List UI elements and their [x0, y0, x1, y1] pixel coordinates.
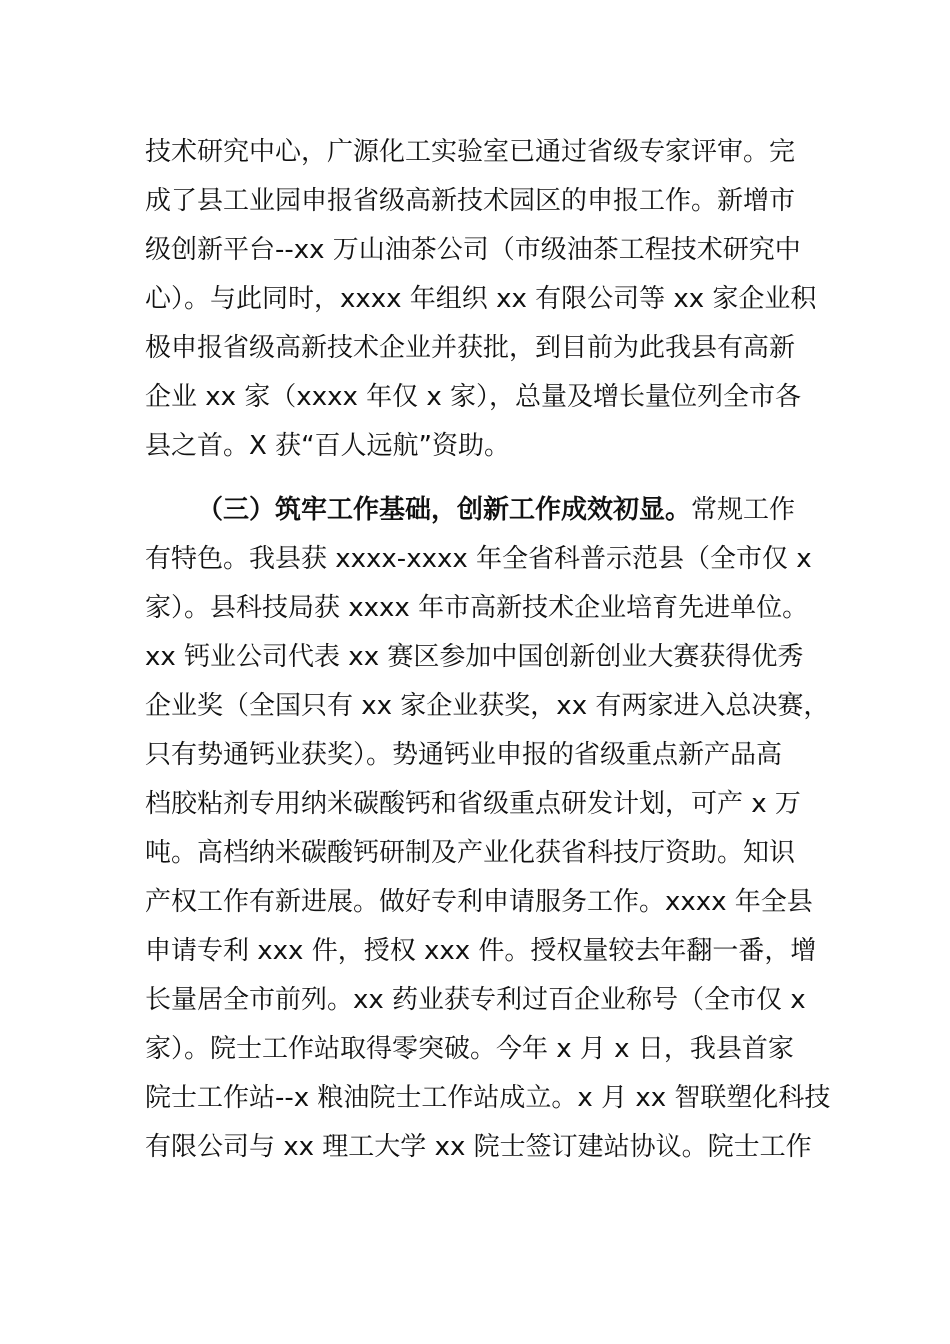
paragraph-2-line: 家）。县科技局获 xxxx 年市高新技术企业培育先进单位。 — [145, 593, 809, 623]
paragraph-1-line: 成了县工业园申报省级高新技术园区的申报工作。新增市 — [145, 186, 796, 216]
paragraph-1-line: 技术研究中心，广源化工实验室已通过省级专家评审。完 — [145, 137, 796, 167]
paragraph-2-line: xx 钙业公司代表 xx 赛区参加中国创新创业大赛获得优秀 — [145, 642, 804, 672]
paragraph-2-line: 家）。院士工作站取得零突破。今年 x 月 x 日，我县首家 — [145, 1034, 794, 1064]
paragraph-2-line: 申请专利 xxx 件，授权 xxx 件。授权量较去年翻一番，增 — [145, 936, 817, 966]
paragraph-2-line: 产权工作有新进展。做好专利申请服务工作。xxxx 年全县 — [145, 887, 813, 917]
paragraph-2-first-line-rest: 常规工作 — [691, 495, 796, 525]
paragraph-1-line: 县之首。X 获“百人远航”资助。 — [145, 431, 511, 461]
paragraph-2-line: 档胶粘剂专用纳米碳酸钙和省级重点研发计划，可产 x 万 — [145, 789, 801, 819]
paragraph-2-line: 只有势通钙业获奖）。势通钙业申报的省级重点新产品高 — [145, 740, 783, 770]
paragraph-2-line: 有特色。我县获 xxxx-xxxx 年全省科普示范县（全市仅 x — [145, 544, 812, 574]
paragraph-2-line: 有限公司与 xx 理工大学 xx 院士签订建站协议。院士工作 — [145, 1132, 812, 1162]
paragraph-1-line: 企业 xx 家（xxxx 年仅 x 家），总量及增长量位列全市各 — [145, 382, 802, 412]
paragraph-1-line: 极申报省级高新技术企业并获批，到目前为此我县有高新 — [145, 333, 796, 363]
paragraph-1-line: 心）。与此同时，xxxx 年组织 xx 有限公司等 xx 家企业积 — [145, 284, 817, 314]
paragraph-2-line: 长量居全市前列。xx 药业获专利过百企业称号（全市仅 x — [145, 985, 806, 1015]
paragraph-1-line: 级创新平台--xx 万山油茶公司（市级油茶工程技术研究中 — [145, 235, 801, 265]
paragraph-2-line: 院士工作站--x 粮油院士工作站成立。x 月 xx 智联塑化科技 — [145, 1083, 831, 1113]
section-heading: （三）筑牢工作基础，创新工作成效初显。 — [197, 495, 692, 525]
paragraph-2-line: 企业奖（全国只有 xx 家企业获奖，xx 有两家进入总决赛， — [145, 691, 830, 721]
paragraph-2-line: 吨。高档纳米碳酸钙研制及产业化获省科技厅资助。知识 — [145, 838, 796, 868]
paragraph-2-first-line — [197, 490, 795, 530]
